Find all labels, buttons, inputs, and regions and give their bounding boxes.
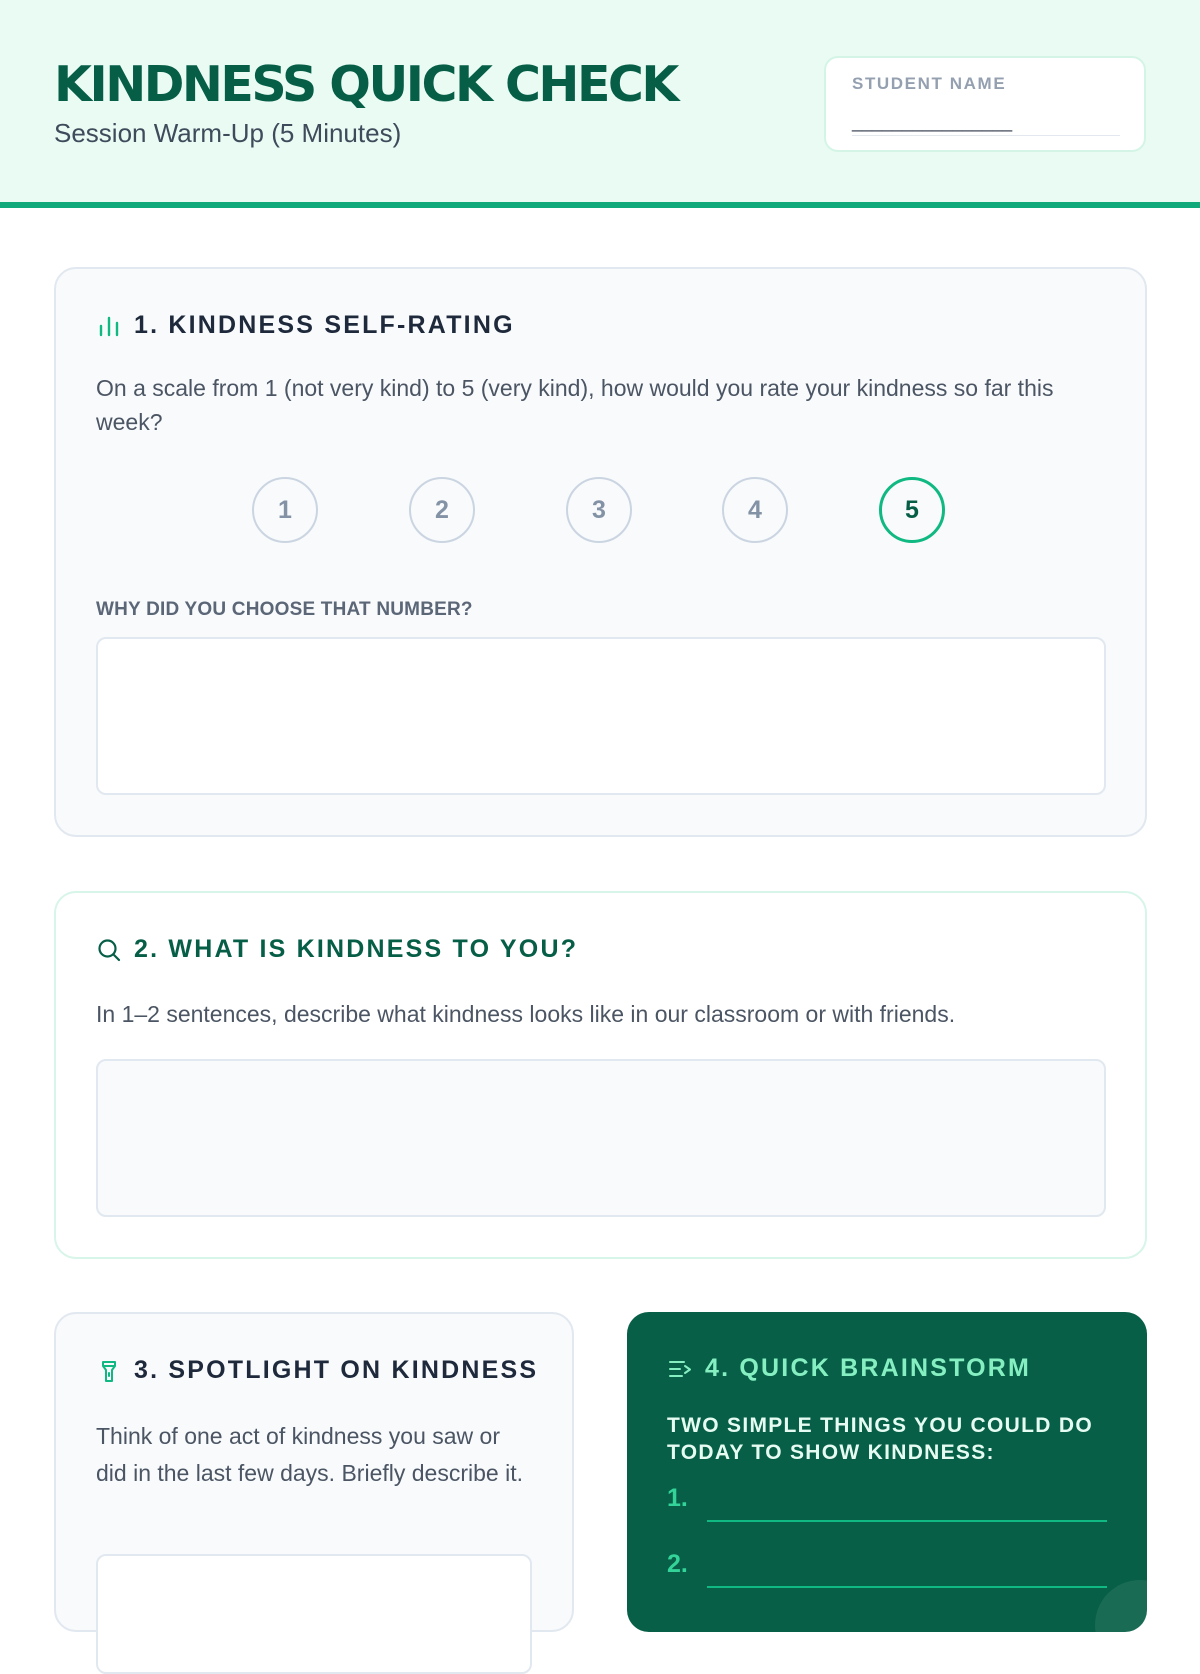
self-rating-heading bbox=[96, 311, 515, 340]
kindness-definition-title: 2. WHAT IS KINDNESS TO YOU? bbox=[134, 935, 579, 963]
student-name-card bbox=[824, 56, 1146, 152]
spotlight-prompt: Think of one act of kindness you saw or did in the last few days. Briefly describe it. bbox=[96, 1423, 523, 1486]
search-icon bbox=[96, 937, 122, 963]
brainstorm-item-number: 2. bbox=[667, 1550, 688, 1578]
page-subtitle: Session Warm-Up (5 Minutes) bbox=[54, 118, 402, 148]
self-rating-prompt: On a scale from 1 (not very kind) to 5 (very kind), how would you rate your kindness so far this week? bbox=[96, 375, 1054, 435]
self-rating-card bbox=[54, 267, 1147, 837]
page-header bbox=[0, 0, 1200, 208]
spotlight-textarea[interactable] bbox=[96, 1554, 532, 1674]
kindness-definition-heading bbox=[96, 935, 578, 964]
self-rating-title: 1. KINDNESS SELF-RATING bbox=[134, 311, 515, 339]
why-number-label: WHY DID YOU CHOOSE THAT NUMBER? bbox=[96, 599, 473, 620]
brainstorm-heading bbox=[667, 1354, 1031, 1383]
brainstorm-input-2[interactable] bbox=[707, 1548, 1107, 1588]
brainstorm-input-1[interactable] bbox=[707, 1482, 1107, 1522]
kindness-definition-card bbox=[54, 891, 1147, 1259]
brainstorm-prompt: TWO SIMPLE THINGS YOU COULD DO TODAY TO SHOW KINDNESS: bbox=[667, 1414, 1093, 1464]
list-plus-icon bbox=[667, 1356, 693, 1382]
decorative-circle bbox=[1095, 1580, 1185, 1670]
brainstorm-item bbox=[667, 1482, 1107, 1522]
rating-option-3[interactable]: 3 bbox=[566, 477, 632, 543]
spotlight-title: 3. SPOTLIGHT ON KINDNESS bbox=[134, 1356, 539, 1384]
brainstorm-item-number: 1. bbox=[667, 1484, 688, 1512]
kindness-definition-prompt: In 1–2 sentences, describe what kindness looks like in our classroom or with friends. bbox=[96, 1001, 956, 1027]
rating-option-4[interactable]: 4 bbox=[722, 477, 788, 543]
rating-option-2[interactable]: 2 bbox=[409, 477, 475, 543]
rating-scale bbox=[252, 477, 952, 543]
bar-chart-icon bbox=[96, 313, 122, 339]
page-title: KINDNESS QUICK CHECK bbox=[54, 56, 677, 113]
why-number-textarea[interactable] bbox=[96, 637, 1106, 795]
kindness-definition-textarea[interactable] bbox=[96, 1059, 1106, 1217]
spotlight-card bbox=[54, 1312, 574, 1632]
brainstorm-item bbox=[667, 1548, 1107, 1588]
flashlight-icon bbox=[96, 1358, 122, 1384]
brainstorm-card bbox=[627, 1312, 1147, 1632]
spotlight-heading bbox=[96, 1356, 538, 1385]
brainstorm-title: 4. QUICK BRAINSTORM bbox=[705, 1354, 1032, 1382]
rating-option-1[interactable]: 1 bbox=[252, 477, 318, 543]
rating-option-5[interactable]: 5 bbox=[879, 477, 945, 543]
student-name-field[interactable]: ________________ bbox=[852, 98, 1120, 136]
student-name-label: STUDENT NAME bbox=[852, 74, 1007, 93]
